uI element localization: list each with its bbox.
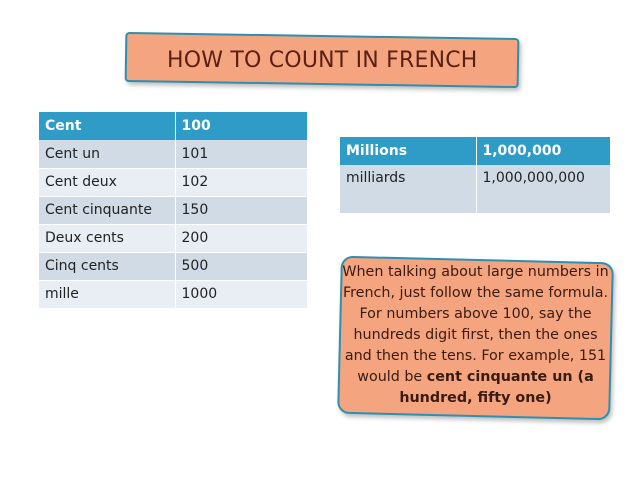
number-cell: 500 [175,252,307,280]
note-body: When talking about large numbers in French, just follow the same formula. For numbers above 100, say the hundreds digit first, then the ones and then the tens. For example, 151 would be [342,264,609,385]
header-cell: 100 [175,112,307,140]
table-row [39,140,307,168]
millions-table [340,137,610,213]
number-cell: 102 [175,168,307,196]
number-cell: 200 [175,224,307,252]
number-cell: 150 [175,196,307,224]
note-example: cent cinquante un (a hundred, fifty one) [399,369,594,406]
table-row [39,280,307,308]
word-cell: milliards [340,165,476,213]
number-cell: 1000 [175,280,307,308]
table-row [39,168,307,196]
header-cell: Millions [340,137,476,165]
table-row [39,224,307,252]
number-cell: 101 [175,140,307,168]
header-cell: Cent [39,112,175,140]
title-banner [125,32,520,88]
word-cell: Cent un [39,140,175,168]
word-cell: Cent cinquante [39,196,175,224]
note-text [339,262,612,409]
word-cell: Cinq cents [39,252,175,280]
table-row [340,165,610,213]
table-header-row [340,137,610,165]
word-cell: Cent deux [39,168,175,196]
page-title: HOW TO COUNT IN FRENCH [166,47,478,73]
table-header-row [39,112,307,140]
table-row [39,252,307,280]
number-cell: 1,000,000,000 [476,165,610,213]
word-cell: Deux cents [39,224,175,252]
table-row [39,196,307,224]
hundreds-table [39,112,307,308]
word-cell: mille [39,280,175,308]
header-cell: 1,000,000 [476,137,610,165]
